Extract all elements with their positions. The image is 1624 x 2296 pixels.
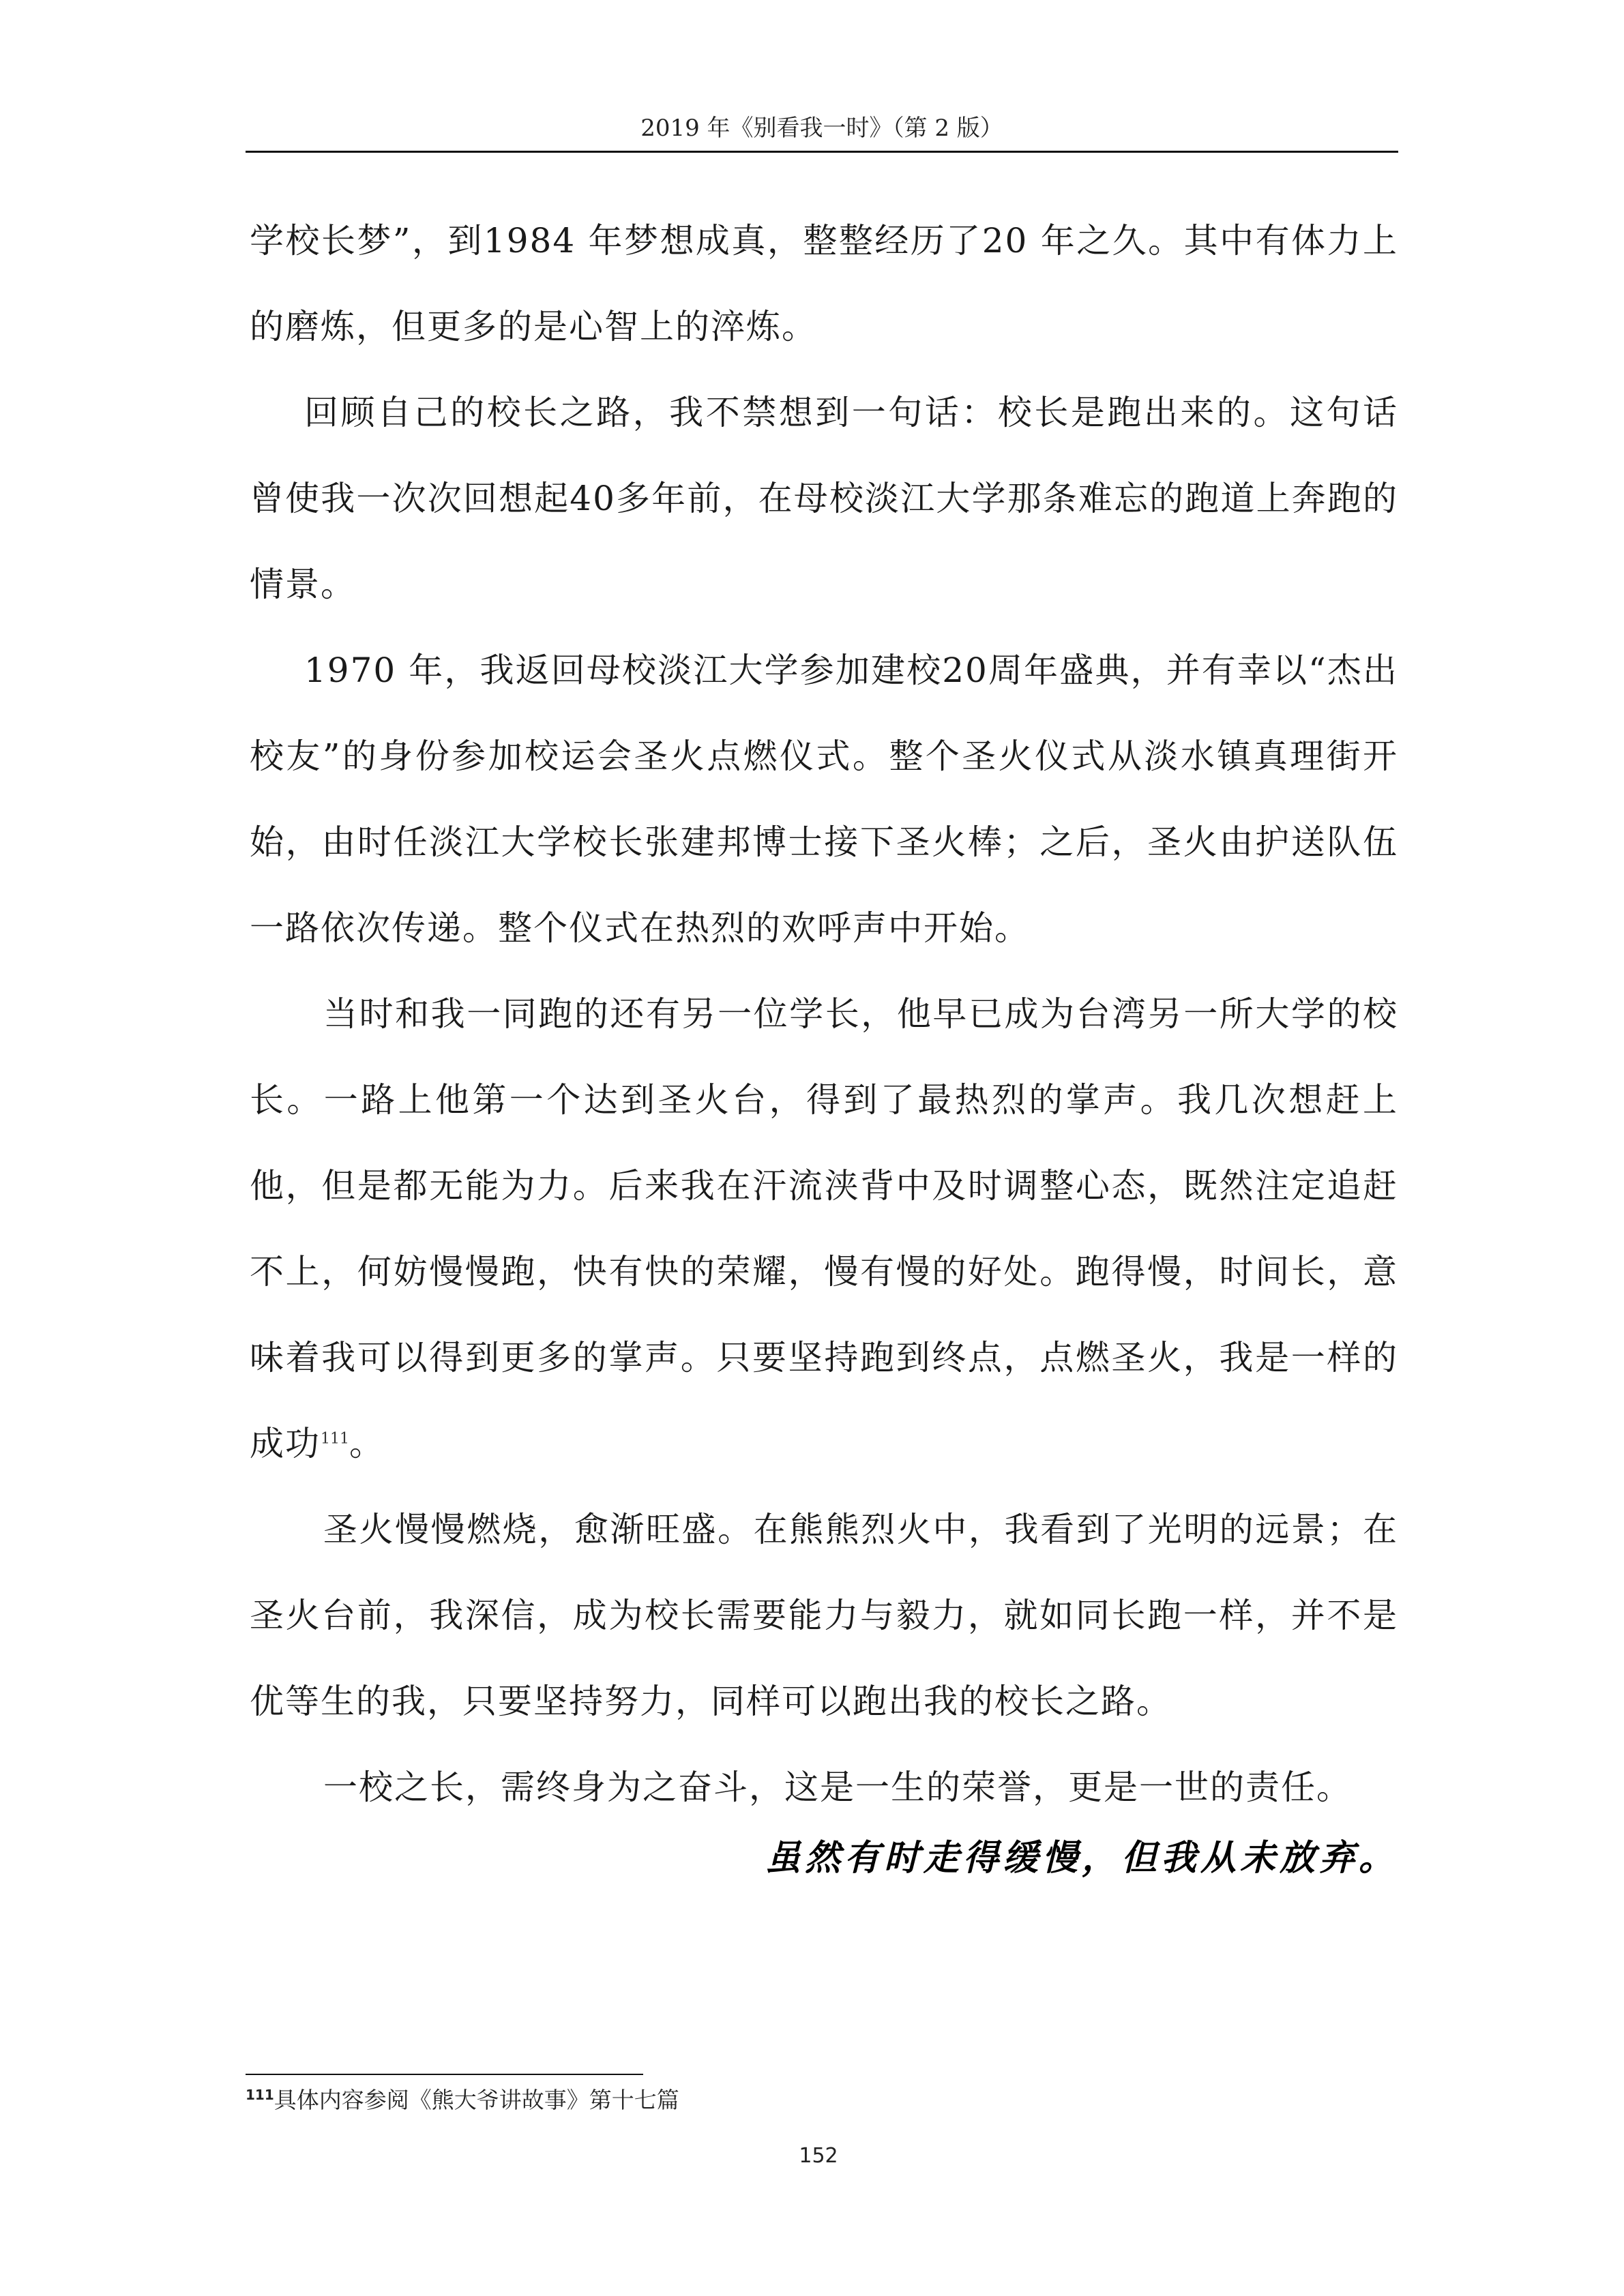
- paragraph-2: 回顾自己的校长之路，我不禁想到一句话：校长是跑出来的。这句话曾使我一次次回想起40多年前，在母校淡江大学那条难忘的跑道上奔跑的情景。: [250, 393, 1398, 604]
- closing-line: 虽然有时走得缓慢，但我从未放弃。: [765, 1837, 1398, 1879]
- footnote-number: 111: [246, 2087, 274, 2103]
- header-divider: [246, 151, 1398, 153]
- paragraph-4-end: 。: [349, 1424, 385, 1463]
- running-header: 2019 年《别看我一时》（第 2 版）: [640, 115, 1003, 142]
- footnote: [246, 2085, 679, 2115]
- page-number: 152: [799, 2144, 838, 2168]
- paragraph-1: 学校长梦”，到1984 年梦想成真，整整经历了20 年之久。其中有体力上的磨炼，但更多的是心智上的淬炼。: [250, 221, 1398, 346]
- paragraph-4-text: 当时和我一同跑的还有另一位学长，他早已成为台湾另一所大学的校长。一路上他第一个达到圣火台，得到了最热烈的掌声。我几次想赶上他，但是都无能为力。后来我在汗流浃背中及时调整心态，既然注定追赶不上，何妨慢慢跑，快有快的荣耀，慢有慢的好处。跑得慢，时间长，意味着我可以得到更多的掌声。只要坚持跑到终点，点燃圣火，我是一样的成功: [250, 994, 1398, 1463]
- paragraph-3: 1970 年，我返回母校淡江大学参加建校20周年盛典，并有幸以“杰出校友”的身份参加校运会圣火点燃仪式。整个圣火仪式从淡水镇真理街开始，由时任淡江大学校长张建邦博士接下圣火棒；之后，圣火由护送队伍一路依次传递。整个仪式在热烈的欢呼声中开始。: [250, 651, 1398, 948]
- paragraph-4: [250, 971, 1398, 1487]
- footnote-divider: [246, 2074, 643, 2075]
- footnote-reference: 111: [321, 1430, 349, 1448]
- paragraph-6: 一校之长，需终身为之奋斗，这是一生的荣誉，更是一世的责任。: [323, 1768, 1352, 1807]
- footnote-text: 具体内容参阅《熊大爷讲故事》第十七篇: [274, 2087, 679, 2113]
- paragraph-5: 圣火慢慢燃烧，愈渐旺盛。在熊熊烈火中，我看到了光明的远景；在圣火台前，我深信，成为校长需要能力与毅力，就如同长跑一样，并不是优等生的我，只要坚持努力，同样可以跑出我的校长之路。: [250, 1510, 1398, 1721]
- body-text: [250, 198, 1398, 1830]
